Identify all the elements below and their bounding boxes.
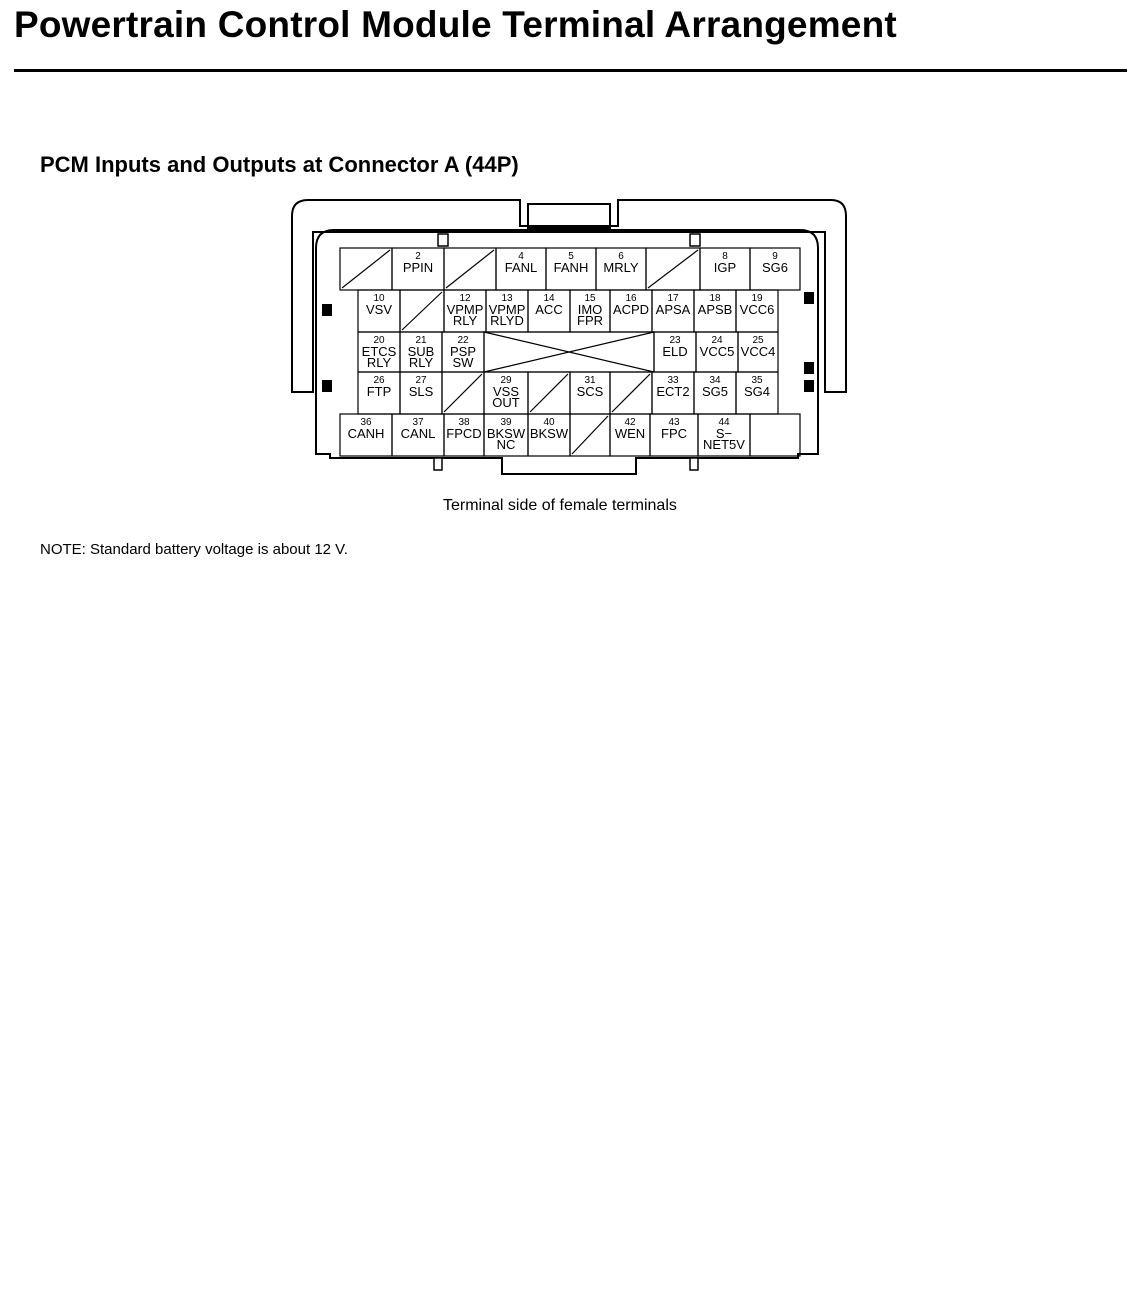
terminal-number: 26 [373, 375, 385, 386]
terminal-label: ELD [662, 344, 688, 359]
terminal-number: 27 [415, 375, 427, 386]
unused-terminal-slash [444, 374, 482, 412]
terminal-label: WEN [614, 426, 646, 441]
terminal-label: S− [715, 426, 733, 441]
terminal-number: 22 [457, 335, 469, 346]
terminal-label: VCC5 [699, 344, 735, 359]
unused-terminal-slash [572, 416, 608, 454]
terminal-number: 4 [518, 251, 524, 262]
terminal-label: RLYD [490, 313, 524, 328]
terminal-label: NC [496, 437, 516, 452]
terminal-number: 20 [373, 335, 385, 346]
terminal-label: PSP [449, 344, 477, 359]
terminal-number: 21 [415, 335, 427, 346]
terminal-number: 33 [667, 375, 679, 386]
terminal-label: SW [452, 355, 474, 370]
terminal-cell [750, 414, 800, 456]
terminal-label: APSB [697, 302, 733, 317]
terminal-number: 44 [718, 417, 730, 428]
terminal-label: RLY [366, 355, 392, 370]
terminal-number: 38 [458, 417, 470, 428]
terminal-number: 10 [373, 293, 385, 304]
terminal-number: 23 [669, 335, 681, 346]
terminal-label: SG6 [761, 260, 789, 275]
terminal-label: VPMP [446, 302, 484, 317]
terminal-label: SG5 [701, 384, 729, 399]
section-title: PCM Inputs and Outputs at Connector A (44P) [40, 152, 519, 177]
x-block [484, 332, 654, 372]
terminal-label: OUT [492, 395, 520, 410]
diagram-caption: Terminal side of female terminals [443, 497, 677, 514]
terminal-label: VCC6 [739, 302, 775, 317]
terminal-label: FTP [366, 384, 392, 399]
terminal-number: 19 [751, 293, 763, 304]
terminal-label: PPIN [402, 260, 434, 275]
terminal-label: FPR [577, 313, 603, 328]
terminal-label: RLY [408, 355, 434, 370]
terminal-number: 36 [360, 417, 372, 428]
unused-terminal-slash [530, 374, 568, 412]
terminal-label: VSS [492, 384, 520, 399]
terminal-label: CANH [347, 426, 385, 441]
terminal-number: 13 [501, 293, 513, 304]
terminal-label: ACC [535, 302, 563, 317]
terminal-number: 18 [709, 293, 721, 304]
terminal-label: ACPD [612, 302, 650, 317]
terminal-label: ECT2 [656, 384, 690, 399]
terminal-label: VSV [365, 302, 393, 317]
terminal-label: FANL [504, 260, 538, 275]
unused-terminal-slash [612, 374, 650, 412]
terminal-number: 14 [543, 293, 555, 304]
terminal-number: 16 [625, 293, 637, 304]
terminal-number: 24 [711, 335, 723, 346]
unused-terminal-slash [342, 250, 390, 288]
terminal-label: ETCS [361, 344, 397, 359]
terminal-label: MRLY [603, 260, 639, 275]
terminal-number: 34 [709, 375, 721, 386]
terminal-number: 37 [412, 417, 424, 428]
terminal-number: 6 [618, 251, 624, 262]
connector-diagram [288, 196, 858, 478]
terminal-label: SLS [408, 384, 434, 399]
unused-terminal-slash [648, 250, 698, 288]
terminal-label: VPMP [488, 302, 526, 317]
terminal-label: SUB [407, 344, 435, 359]
terminal-number: 17 [667, 293, 679, 304]
terminal-number: 39 [500, 417, 512, 428]
terminal-number: 2 [415, 251, 421, 262]
title-rule [14, 69, 1127, 72]
terminal-number: 31 [584, 375, 596, 386]
terminal-number: 9 [772, 251, 778, 262]
terminal-number: 25 [752, 335, 764, 346]
terminal-label: IGP [713, 260, 737, 275]
terminal-label: RLY [452, 313, 478, 328]
voltage-note: NOTE: Standard battery voltage is about 12 V. [40, 541, 348, 558]
terminal-number: 40 [543, 417, 555, 428]
terminal-label: FPC [661, 426, 687, 441]
terminal-number: 43 [668, 417, 680, 428]
terminal-number: 35 [751, 375, 763, 386]
terminal-number: 5 [568, 251, 574, 262]
terminal-label: IMO [577, 302, 603, 317]
terminal-label: APSA [655, 302, 691, 317]
terminal-number: 42 [624, 417, 636, 428]
terminal-number: 8 [722, 251, 728, 262]
terminal-label: BKSW [486, 426, 526, 441]
terminal-label: SG4 [743, 384, 771, 399]
unused-terminal-slash [402, 292, 442, 330]
terminal-label: FPCD [446, 426, 482, 441]
terminal-label: CANL [400, 426, 436, 441]
terminal-label: NET5V [703, 437, 745, 452]
terminal-label: VCC4 [740, 344, 776, 359]
terminal-number: 29 [500, 375, 512, 386]
unused-terminal-slash [446, 250, 494, 288]
terminal-label: FANH [553, 260, 589, 275]
terminal-number: 15 [584, 293, 596, 304]
terminal-number: 12 [459, 293, 471, 304]
page-title: Powertrain Control Module Terminal Arrangement [14, 4, 897, 45]
terminal-label: SCS [576, 384, 604, 399]
terminal-label: BKSW [529, 426, 569, 441]
